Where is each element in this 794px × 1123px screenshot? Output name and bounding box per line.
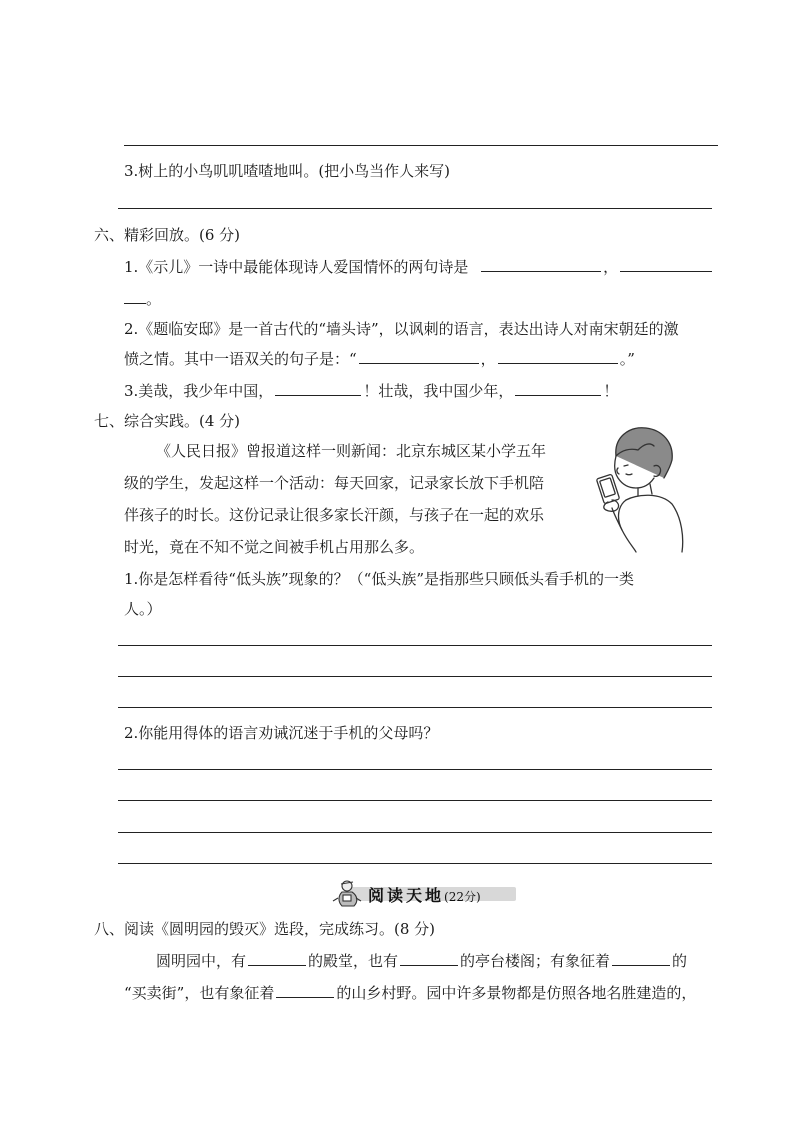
punctuation: 。” xyxy=(619,350,635,368)
reading-figure-icon xyxy=(330,878,364,908)
question-text: 愤之情。其中一语双关的句子是：“ xyxy=(124,350,357,368)
passage-line: 伴孩子的时长。这份记录让很多家长汗颜，与孩子在一起的欢乐 xyxy=(124,506,545,524)
answer-line[interactable] xyxy=(118,208,712,209)
fill-blank[interactable] xyxy=(515,381,601,396)
fill-blank[interactable] xyxy=(612,951,670,966)
passage-line: 级的学生，发起这样一个活动：每天回家，记录家长放下手机陪 xyxy=(124,474,545,492)
answer-line[interactable] xyxy=(118,769,712,770)
punctuation: ， xyxy=(480,350,496,368)
question-text: 1.《示儿》一诗中最能体现诗人爱国情怀的两句诗是 xyxy=(124,258,469,276)
section-7-heading: 七、综合实践。(4 分) xyxy=(94,412,241,430)
passage-line: 时光，竟在不知不觉之间被手机占用那么多。 xyxy=(124,538,425,556)
question-text: ！壮哉，我中国少年， xyxy=(363,382,514,400)
fill-blank[interactable] xyxy=(620,257,712,272)
punctuation: 。 xyxy=(146,290,162,308)
fill-blank[interactable] xyxy=(359,349,479,364)
answer-line[interactable] xyxy=(118,863,712,864)
banner-score: (22分) xyxy=(444,890,481,904)
passage-text: 的山乡村野。园中许多景物都是仿照各地名胜建造的， xyxy=(336,984,697,1002)
passage-line: 《人民日报》曾报道这样一则新闻：北京东城区某小学五年 xyxy=(156,442,547,460)
question-6-item-1-cont xyxy=(124,288,161,309)
passage-text: “买卖街”，也有象征着 xyxy=(124,984,275,1002)
fill-blank[interactable] xyxy=(400,951,458,966)
section-8-heading: 八、阅读《圆明园的毁灭》选段，完成练习。(8 分) xyxy=(94,920,436,938)
question-8-paragraph-line-2 xyxy=(124,982,696,1003)
answer-line[interactable] xyxy=(124,145,718,146)
fill-blank[interactable] xyxy=(276,983,334,998)
question-6-item-1 xyxy=(124,256,714,277)
fill-blank[interactable] xyxy=(275,381,361,396)
question-6-item-2-line-2 xyxy=(124,348,635,369)
punctuation: ， xyxy=(603,258,619,276)
fill-blank[interactable] xyxy=(248,951,306,966)
boy-with-phone-illustration xyxy=(588,418,688,558)
answer-line[interactable] xyxy=(118,707,712,708)
question-7-item-2: 2.你能用得体的语言劝诫沉迷于手机的父母吗？ xyxy=(124,724,439,742)
passage-text: 的亭台楼阁；有象征着 xyxy=(460,952,611,970)
punctuation: ！ xyxy=(603,382,619,400)
fill-blank[interactable] xyxy=(481,257,601,272)
answer-line[interactable] xyxy=(118,832,712,833)
banner-title-text: 阅读天地 xyxy=(368,886,445,905)
question-5-item-3: 3.树上的小鸟叽叽喳喳地叫。(把小鸟当作人来写) xyxy=(124,162,451,180)
question-6-item-2-line-1: 2.《题临安邸》是一首古代的“墙头诗”，以讽刺的语言，表达出诗人对南宋朝廷的激 xyxy=(124,320,679,338)
question-7-item-1-line-2: 人。） xyxy=(124,600,162,618)
fill-blank[interactable] xyxy=(124,289,146,304)
section-6-heading: 六、精彩回放。(6 分) xyxy=(94,226,241,244)
fill-blank[interactable] xyxy=(498,349,618,364)
passage-text: 圆明园中，有 xyxy=(156,952,247,970)
passage-text: 的殿堂，也有 xyxy=(308,952,399,970)
answer-line[interactable] xyxy=(118,800,712,801)
answer-line[interactable] xyxy=(118,645,712,646)
question-text: 3.美哉，我少年中国， xyxy=(124,382,274,400)
passage-text: 的 xyxy=(672,952,688,970)
answer-line[interactable] xyxy=(118,676,712,677)
question-8-paragraph-line-1 xyxy=(156,950,687,971)
section-banner xyxy=(328,878,518,908)
banner-title xyxy=(368,883,481,906)
question-6-item-3 xyxy=(124,380,618,401)
question-7-item-1-line-1: 1.你是怎样看待“低头族”现象的？（“低头族”是指那些只顾低头看手机的一类 xyxy=(124,570,634,588)
